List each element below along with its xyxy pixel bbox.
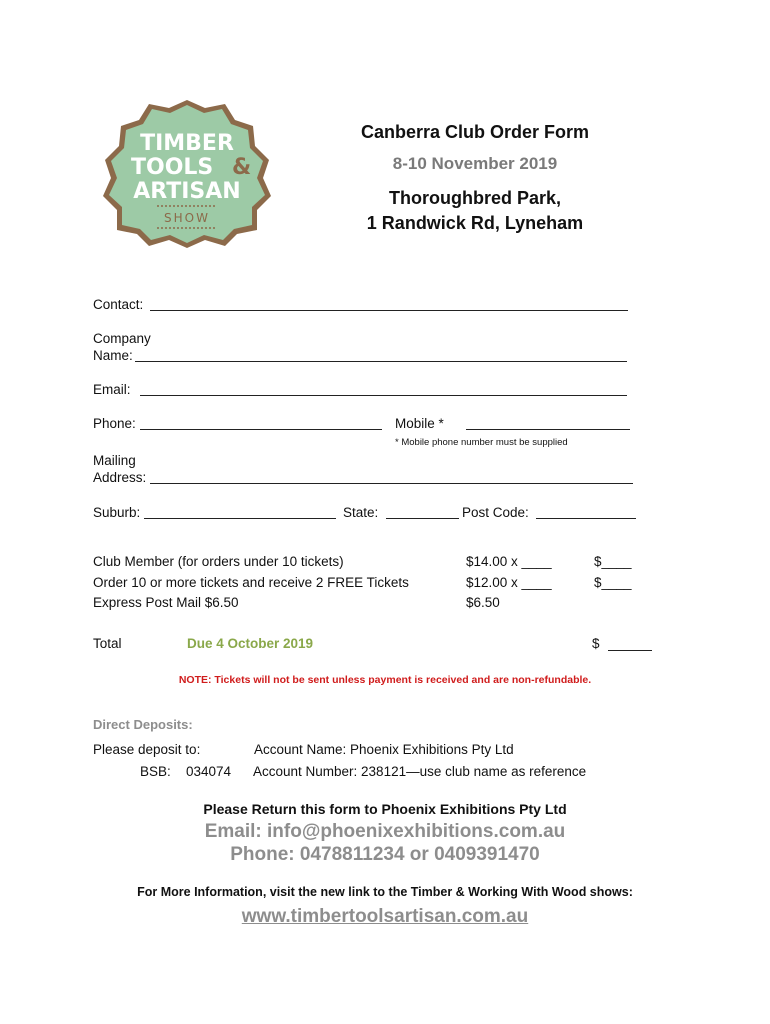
email-label: Email: — [93, 382, 131, 397]
deposit-to-label: Please deposit to: — [93, 742, 201, 757]
mobile-label: Mobile * — [395, 416, 444, 431]
order-row-express-price: $6.50 — [466, 595, 500, 610]
venue-line-1: Thoroughbred Park, — [388, 188, 561, 208]
total-field[interactable] — [608, 650, 652, 651]
order-row-club-member-price[interactable]: $14.00 x ____ — [466, 554, 552, 569]
contact-phone: Phone: 0478811234 or 0409391470 — [230, 844, 540, 865]
timber-tools-artisan-logo — [101, 98, 273, 248]
phone-label: Phone: — [93, 416, 136, 431]
company-field[interactable] — [135, 361, 627, 362]
direct-deposits-heading: Direct Deposits: — [93, 717, 193, 732]
website-link[interactable]: www.timbertoolsartisan.com.au — [241, 906, 529, 927]
venue-line-2: 1 Randwick Rd, Lyneham — [366, 213, 584, 233]
bsb-label: BSB: — [140, 764, 171, 779]
company-label-line2: Name: — [93, 348, 133, 363]
form-title: Canberra Club Order Form — [360, 122, 590, 142]
refund-note: NOTE: Tickets will not be sent unless payment is received and are non-refundable. — [178, 674, 592, 686]
order-row-club-member-amount[interactable]: $____ — [594, 554, 632, 569]
logo-line-artisan: ARTISAN — [133, 179, 241, 204]
order-row-club-member-desc: Club Member (for orders under 10 tickets) — [93, 554, 344, 569]
suburb-field[interactable] — [144, 518, 336, 519]
total-currency: $ — [592, 636, 600, 651]
due-date: Due 4 October 2019 — [187, 636, 314, 651]
account-name: Account Name: Phoenix Exhibitions Pty Ltd — [254, 742, 514, 757]
logo-ampersand: & — [232, 155, 252, 180]
state-field[interactable] — [386, 518, 459, 519]
order-row-group-desc: Order 10 or more tickets and receive 2 FREE Tickets — [93, 575, 409, 590]
email-field[interactable] — [140, 395, 627, 396]
return-instructions: Please Return this form to Phoenix Exhibitions Pty Ltd — [203, 801, 567, 817]
state-label: State: — [343, 505, 379, 520]
total-label: Total — [93, 636, 122, 651]
order-row-group-amount[interactable]: $____ — [594, 575, 632, 590]
order-row-express-desc: Express Post Mail $6.50 — [93, 595, 239, 610]
contact-field[interactable] — [150, 310, 628, 311]
contact-email[interactable]: Email: info@phoenixexhibitions.com.au — [204, 821, 566, 842]
order-row-group-price[interactable]: $12.00 x ____ — [466, 575, 552, 590]
mobile-note: * Mobile phone number must be supplied — [395, 437, 568, 448]
mobile-field[interactable] — [466, 429, 630, 430]
company-label-line1: Company — [93, 331, 151, 346]
phone-field[interactable] — [140, 429, 382, 430]
mailing-label-line1: Mailing — [93, 453, 136, 468]
logo-line-timber: TIMBER — [140, 131, 234, 156]
postcode-label: Post Code: — [462, 505, 529, 520]
suburb-label: Suburb: — [93, 505, 141, 520]
more-info-text: For More Information, visit the new link to the Timber & Working With Wood shows: — [137, 885, 633, 899]
contact-label: Contact: — [93, 297, 144, 312]
logo-line-show: SHOW — [164, 211, 210, 225]
bsb-value: 034074 — [186, 764, 232, 779]
logo-line-tools: TOOLS — [131, 155, 214, 180]
mailing-address-field[interactable] — [150, 483, 633, 484]
mailing-label-line2: Address: — [93, 470, 147, 485]
event-dates: 8-10 November 2019 — [392, 154, 558, 173]
postcode-field[interactable] — [536, 518, 636, 519]
account-number: Account Number: 238121—use club name as reference — [253, 764, 587, 779]
